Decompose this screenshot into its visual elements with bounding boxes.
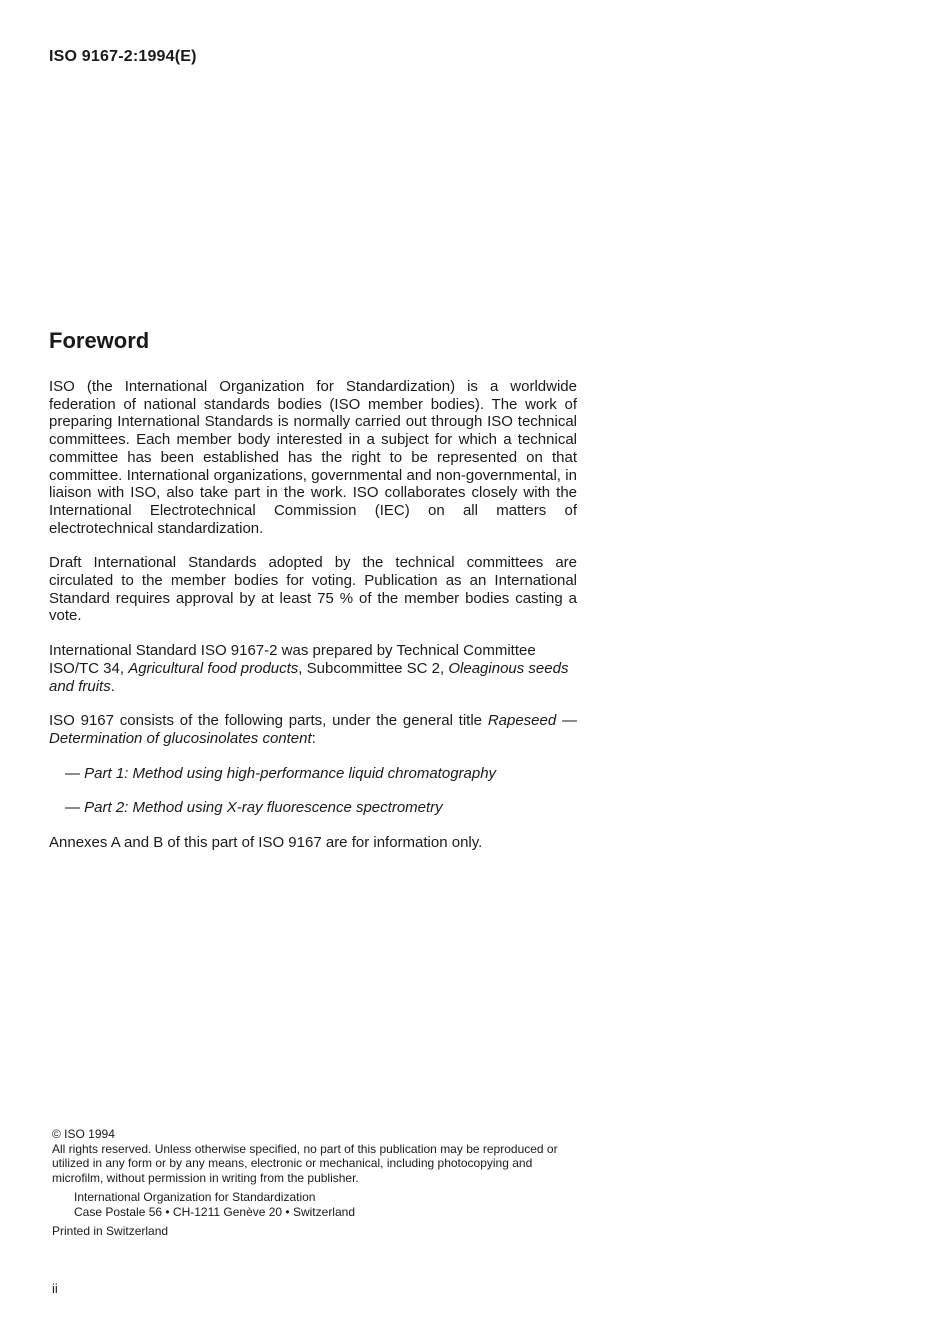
preparation-lead: International Standard ISO 9167-2 was prepared by Technical Committee ISO/TC 34, bbox=[49, 642, 536, 677]
committee-name: Agricultural food products bbox=[128, 659, 299, 677]
section-title: Foreword bbox=[49, 328, 150, 353]
parts-intro-end: : bbox=[311, 729, 316, 747]
parts-intro-lead: ISO 9167 consists of the following parts, under the general title bbox=[49, 712, 483, 730]
paragraph-draft-standards: Draft International Standards adopted by the technical committees are circulated to the member bodies for voting. Publication as an International Standard requires approval by at least 75 % of the member bodies casting a vote. bbox=[49, 554, 577, 625]
preparation-end: . bbox=[110, 677, 115, 695]
copyright-block bbox=[52, 1127, 582, 1239]
foreword-body bbox=[49, 378, 577, 869]
copyright-notice: All rights reserved. Unless otherwise specified, no part of this publication may be reproduced or utilized in any form or by any means, electronic or mechanical, including photocopying and microfilm, without permission in writing from the publisher. bbox=[52, 1141, 558, 1185]
subcommittee-name: Oleaginous seeds and fruits bbox=[49, 659, 569, 695]
paragraph-preparation bbox=[49, 642, 577, 695]
page-number: ii bbox=[52, 1281, 58, 1296]
paragraph-iso-description: ISO (the International Organization for Standardization) is a worldwide federation of national standards bodies (ISO member bodies). The work of preparing International Standards is normally carried out through ISO technical committees. Each member body interested in a subject for which a technical committee has been established has the right to be represented on that committee. International organizations, governmental and non-governmental, in liaison with ISO, also take part in the work. ISO collaborates closely with the International Electrotechnical Commission (IEC) on all matters of electrotechnical standardization. bbox=[49, 378, 577, 537]
copyright-line: © ISO 1994 bbox=[52, 1127, 115, 1141]
general-title: Rapeseed — Determination of glucosinolates content bbox=[49, 712, 577, 747]
printed-location: Printed in Switzerland bbox=[52, 1224, 169, 1238]
organization-name: International Organization for Standardization bbox=[74, 1190, 316, 1204]
paragraph-annexes: Annexes A and B of this part of ISO 9167 are for information only. bbox=[49, 834, 483, 852]
standard-identifier: ISO 9167-2:1994(E) bbox=[49, 48, 197, 65]
list-item: — Part 1: Method using high-performance liquid chromatography bbox=[65, 764, 497, 782]
organization-address bbox=[74, 1190, 582, 1219]
organization-postal: Case Postale 56 • CH-1211 Genève 20 • Switzerland bbox=[74, 1204, 355, 1219]
preparation-mid: , Subcommittee SC 2, bbox=[298, 659, 445, 677]
paragraph-parts-intro bbox=[49, 712, 577, 747]
parts-list bbox=[49, 765, 577, 817]
list-item: — Part 2: Method using X-ray fluorescence spectrometry bbox=[65, 799, 443, 817]
